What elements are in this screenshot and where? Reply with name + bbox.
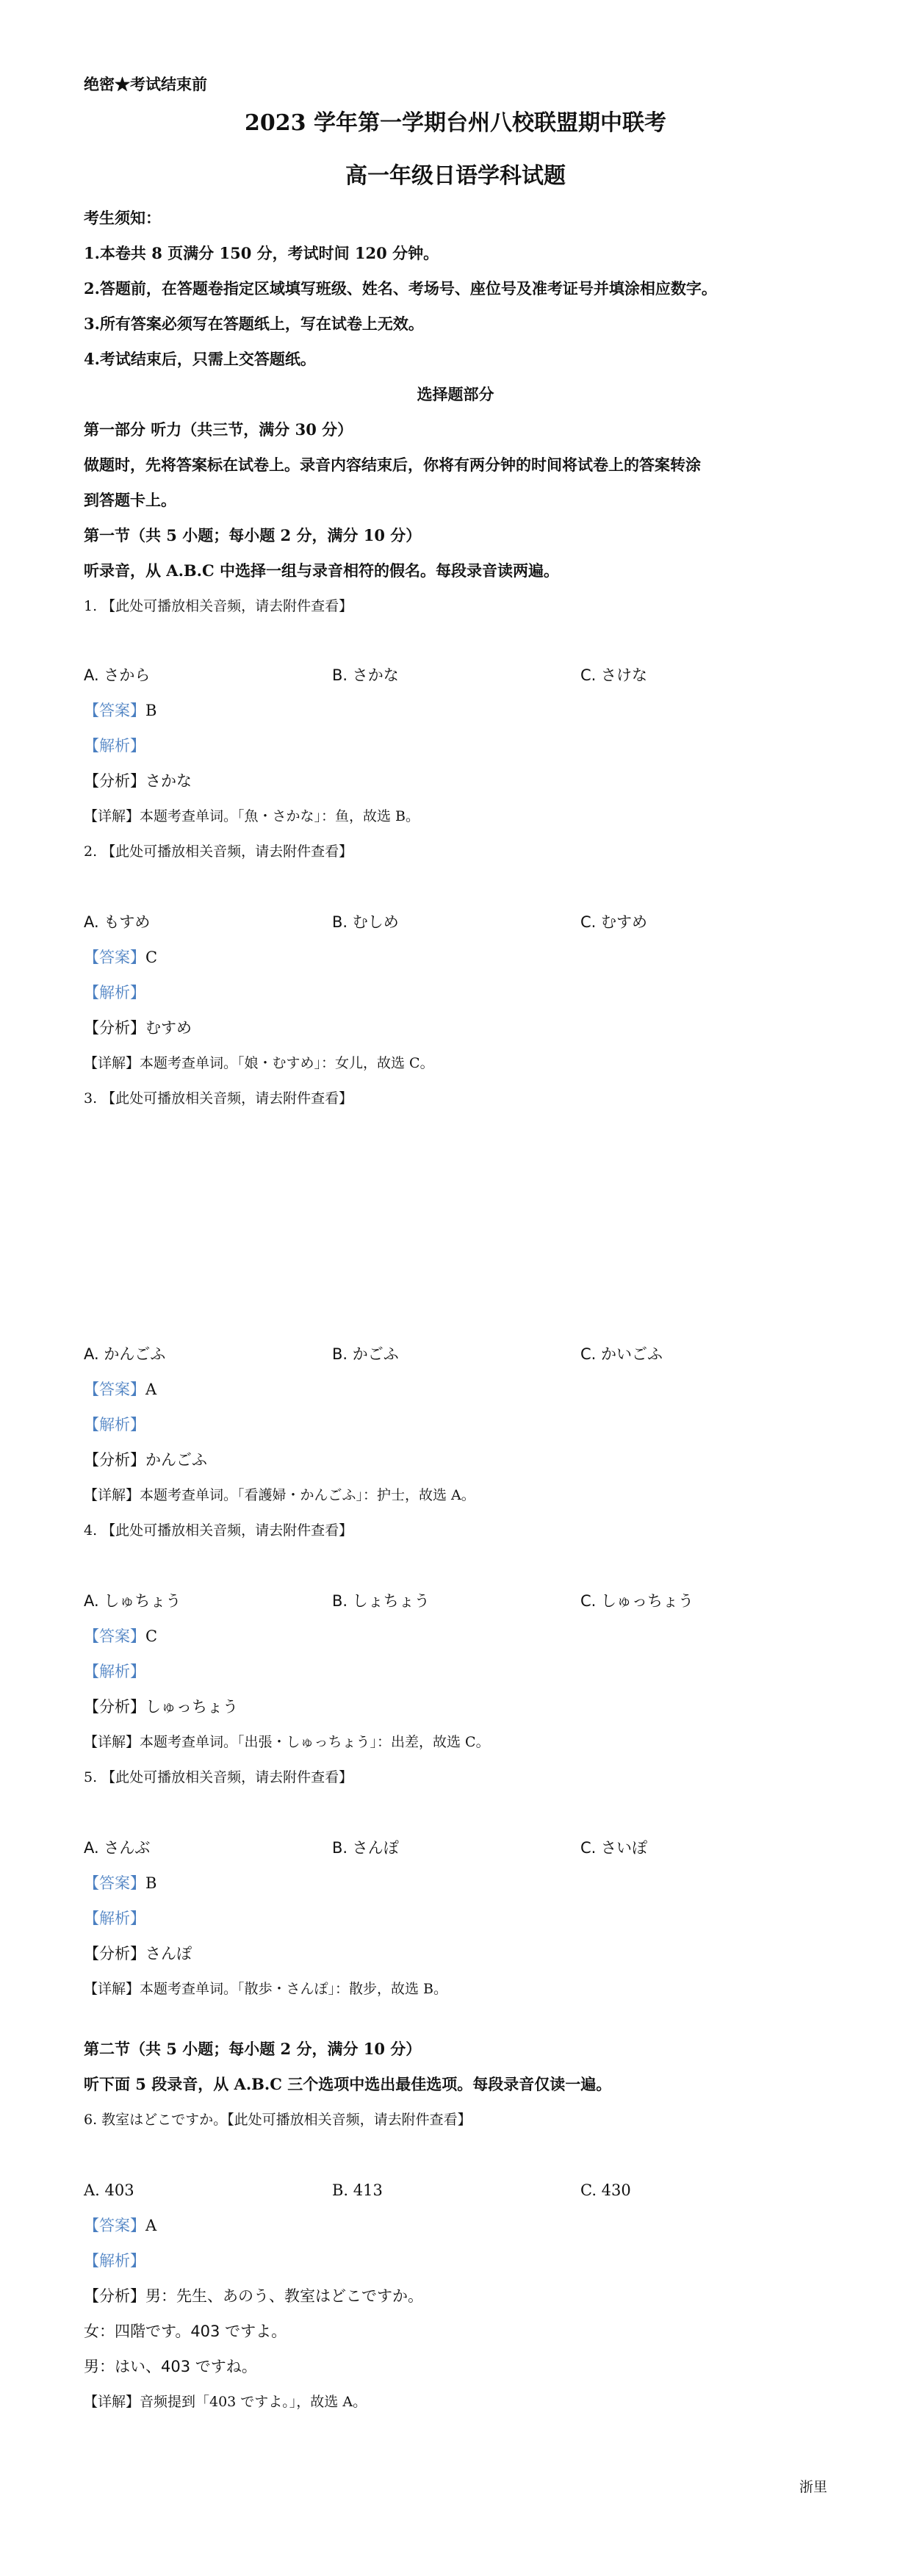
analysis-label: 【解析】 <box>84 2252 145 2270</box>
option-a: A. さんぶ <box>84 1839 151 1857</box>
detail-text: 【详解】本题考查单词。「看護婦・かんごふ」：护士，故选 A。 <box>84 1487 475 1503</box>
question-prompt: 3. 【此处可播放相关音频，请去附件查看】 <box>84 1090 353 1107</box>
section2-heading: 第二节（共 5 小题；每小题 2 分，满分 10 分） <box>84 2040 422 2058</box>
answer-label: 【答案】 <box>84 1627 145 1645</box>
answer-value: B <box>145 702 157 719</box>
section1-heading: 第一节（共 5 小题；每小题 2 分，满分 10 分） <box>84 526 422 544</box>
option-c: C. さいぽ <box>580 1839 648 1857</box>
question-prompt: 5. 【此处可播放相关音频，请去附件查看】 <box>84 1769 353 1785</box>
answer-label: 【答案】 <box>84 702 145 719</box>
option-a: A. もすめ <box>84 913 151 931</box>
option-b: B. さかな <box>332 666 399 684</box>
notice-heading: 考生须知： <box>84 209 161 227</box>
notice-item: 3.所有答案必须写在答题纸上，写在试卷上无效。 <box>84 314 424 333</box>
option-a: A. 403 <box>84 2181 134 2199</box>
detail-text: 【详解】本题考查单词。「出張・しゅっちょう」：出差，故选 C。 <box>84 1734 490 1750</box>
detail-text: 【详解】本题考查单词。「散歩・さんぽ」：散步，故选 B。 <box>84 1981 448 1997</box>
part1-instruction: 到答题卡上。 <box>84 491 176 509</box>
option-c: C. さけな <box>580 666 648 684</box>
answer-value: C <box>145 949 158 966</box>
analysis-text: 【分析】かんごふ <box>84 1451 207 1469</box>
answer-label: 【答案】 <box>84 1381 145 1398</box>
answer-label: 【答案】 <box>84 1874 145 1892</box>
analysis-label: 【解析】 <box>84 984 145 1001</box>
detail-text: 【详解】本题考查单词。「娘・むすめ」：女儿，故选 C。 <box>84 1055 434 1071</box>
answer-line <box>84 699 156 722</box>
analysis-label: 【解析】 <box>84 737 145 755</box>
analysis-text: 【分析】さかな <box>84 772 192 790</box>
option-b: B. さんぽ <box>332 1839 399 1857</box>
part1-heading: 第一部分 听力（共三节，满分 30 分） <box>84 420 353 439</box>
option-a: A. さから <box>84 666 151 684</box>
analysis-text: 女：四階です。403 ですよ。 <box>84 2323 287 2340</box>
answer-line <box>84 2215 156 2237</box>
analysis-text: 男：はい、403 ですね。 <box>84 2358 257 2375</box>
question-prompt: 4. 【此处可播放相关音频，请去附件查看】 <box>84 1522 353 1539</box>
analysis-label: 【解析】 <box>84 1663 145 1680</box>
analysis-text: 【分析】しゅっちょう <box>84 1698 238 1716</box>
option-a: A. しゅちょう <box>84 1592 181 1610</box>
notice-item: 1.本卷共 8 页满分 150 分，考试时间 120 分钟。 <box>84 244 439 262</box>
section1-instruction: 听录音，从 A.B.C 中选择一组与录音相符的假名。每段录音读两遍。 <box>84 561 559 580</box>
notice-item: 2.答题前，在答题卷指定区域填写班级、姓名、考场号、座位号及准考证号并填涂相应数字。 <box>84 279 717 298</box>
exam-title: 2023 学年第一学期台州八校联盟期中联考 <box>245 110 666 136</box>
option-b: B. むしめ <box>332 913 399 931</box>
page-footer: 浙里 <box>799 2479 828 2495</box>
answer-line <box>84 1872 156 1894</box>
answer-line <box>84 946 157 968</box>
analysis-text: 【分析】むすめ <box>84 1019 192 1037</box>
answer-label: 【答案】 <box>84 949 145 966</box>
detail-text: 【详解】音频提到「403 ですよ。」，故选 A。 <box>84 2394 367 2410</box>
question-prompt: 6. 教室はどこですか。【此处可播放相关音频，请去附件查看】 <box>84 2112 472 2128</box>
notice-item: 4.考试结束后，只需上交答题纸。 <box>84 350 316 368</box>
analysis-label: 【解析】 <box>84 1910 145 1927</box>
answer-value: C <box>145 1627 158 1645</box>
exam-subtitle: 高一年级日语学科试题 <box>345 163 566 189</box>
option-c: C. かいごふ <box>580 1345 663 1363</box>
option-c: C. しゅっちょう <box>580 1592 694 1610</box>
answer-value: A <box>145 2217 157 2234</box>
analysis-text: 【分析】男：先生、あのう、教室はどこですか。 <box>84 2287 423 2305</box>
question-prompt: 1. 【此处可播放相关音频，请去附件查看】 <box>84 598 353 614</box>
section2-instruction: 听下面 5 段录音，从 A.B.C 三个选项中选出最佳选项。每段录音仅读一遍。 <box>84 2075 612 2093</box>
answer-label: 【答案】 <box>84 2217 145 2234</box>
option-a: A. かんごふ <box>84 1345 166 1363</box>
answer-line <box>84 1378 156 1400</box>
confidential-label: 绝密★考试结束前 <box>84 75 207 93</box>
section-title: 选择题部分 <box>417 385 494 403</box>
analysis-label: 【解析】 <box>84 1416 145 1433</box>
question-prompt: 2. 【此处可播放相关音频，请去附件查看】 <box>84 843 353 860</box>
option-b: B. しょちょう <box>332 1592 430 1610</box>
option-b: B. 413 <box>332 2181 383 2199</box>
part1-instruction: 做题时，先将答案标在试卷上。录音内容结束后，你将有两分钟的时间将试卷上的答案转涂 <box>84 456 701 474</box>
answer-value: A <box>145 1381 157 1398</box>
analysis-text: 【分析】さんぽ <box>84 1945 192 1962</box>
option-b: B. かごふ <box>332 1345 399 1363</box>
answer-line <box>84 1625 157 1647</box>
option-c: C. 430 <box>580 2181 631 2199</box>
detail-text: 【详解】本题考查单词。「魚・さかな」：鱼，故选 B。 <box>84 808 420 824</box>
option-c: C. むすめ <box>580 913 648 931</box>
answer-value: B <box>145 1874 157 1892</box>
